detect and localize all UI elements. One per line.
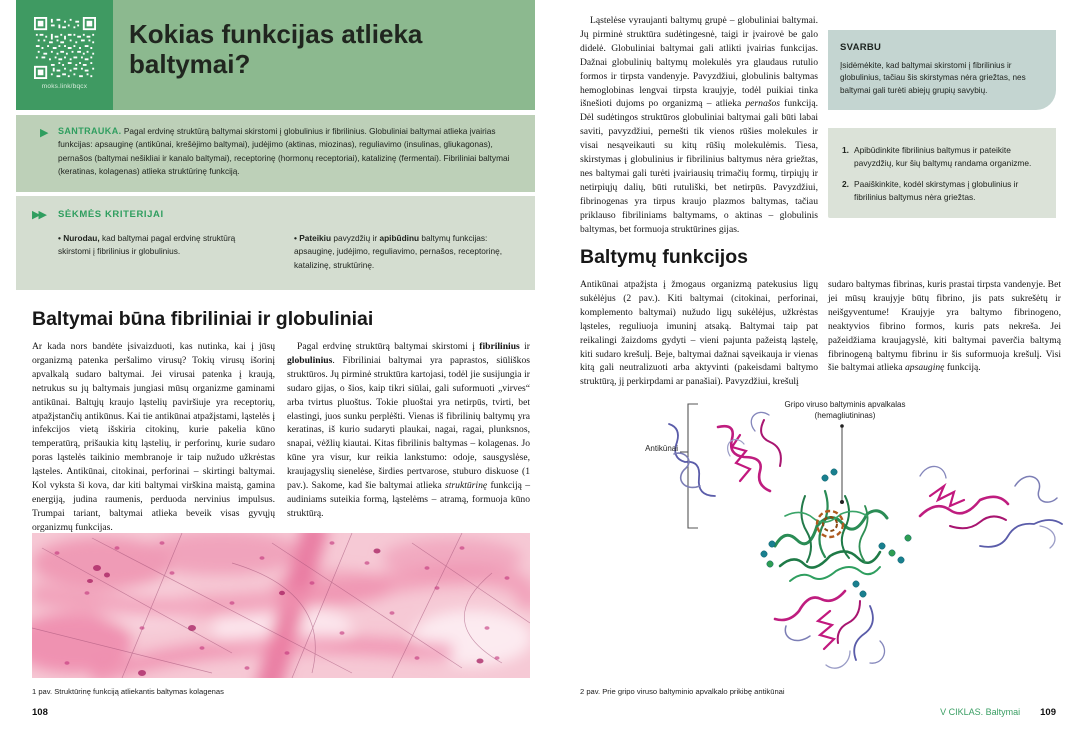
- left-column-2: Pagal erdvinę struktūrą baltymai skirstomi į fibrilinius ir globulinius. Fibriliniai baltymai yra paprastos, siūliškos struktūros. Jų pirminė struktūra kartojasi, todėl jie susijungia ir sudaro gijas, o šios, kaip tikri siūlai, gali suformuoti „virves“ arba tvirtus pluoštus. Tokie pluoštai yra netirpūs, tvirti, bet elastingi, juos sunku perplėšti. Vienas iš fibrilinių baltymų yra keratinas, iš kurio sudaryti plaukai, nagai, ragai, plunksnos, snapai, vėžlių kiautai. Kitas fibrilinis baltymas – kolagenas. Jo kūne yra visur, kur reikia lankstumo: odoje, sausgyslėse, kraujagyslių sienelėse, širdies pertvarose, stuburo diskuose (1 pav.). Sakome, kad šie baltymai atlieka struktūrinę funkciją – audiniams suteikia formą, ląstelėms – atramą, formuoja kūno struktūrą.: [287, 341, 530, 519]
- qr-code-icon: [34, 17, 96, 79]
- page-number-right: 109: [1040, 707, 1056, 718]
- sekmes-bullet-2: • Pateikiu pavyzdžių ir apibūdinu baltymų funkcijas: apsauginę, judėjimo, reguliavimo, pernašos, receptorinę, katalizinę, struktūrinę.: [294, 232, 519, 272]
- svarbu-box: [828, 30, 1056, 110]
- double-arrow-icon: ▶▶: [32, 209, 45, 221]
- footer-section-label: V CIKLAS. Baltymai: [940, 707, 1021, 717]
- left-column-1: Ar kada nors bandėte įsivaizduoti, kas nutinka, kai į jūsų organizmą patenka peršalimo virusų? Tokių virusų išorinį apvalkalą sudaro baltymai. Jei virusai patenka į kraują, netrukus su jų baltymais jungiasi mūsų organizme gaminami antikūnai. Baltųjų kraujo ląstelių paviršiuje yra receptorių, atpažįstančių antikūnus. Kai tie antikūnai atpažįstami, ląstelės į infekcijos vietą išskiria citokinų, kurie pakelia kūno temperatūrą, prišaukia kitų ląstelių, ir perforinų, kurie sudaro poras ląstelės taikinio membranoje ir taip nužudo užkrėstas ląsteles. Antikūnai, citokinai, perforinai – skirtingi baltymai. Kol vyksta ši kova, dar kiti baltymai virškina maistą, gamina energiją, judina raumenis, perduoda nervinius impulsus. Trumpai tariant, baltymai atlieka beveik visas gyvųjų organizmų funkcijas.: [32, 341, 275, 533]
- santrauka-label: SANTRAUKA.: [58, 126, 122, 136]
- collagen-micrograph-image: [32, 533, 530, 678]
- svarbu-text: Įsidėmėkite, kad baltymai skirstomi į fibrilinius ir globulinius, tačiau šis skirstymas nėra griežtas, nes baltymai gali turėti abiejų grupių savybių.: [840, 60, 1026, 96]
- figure2-caption: 2 pav. Prie gripo viruso baltyminio apvalkalo prikibę antikūnai: [580, 687, 785, 696]
- funkcijos-column-1: Antikūnai atpažįsta į žmogaus organizmą patekusius ligų sukėlėjus (2 pav.). Kiti baltymai (citokinai, perforinai, komplemento baltymai) nužudo ligų sukėlėjus, užkrėstas ląsteles, reguliuoja imuninį atsaką. Baltymai taip pat reikalingi žaizdoms gydyti – vieni pajunta pažeistą ląstelę, kiti sudaro krešulį. Beje, baltymai dažnai sąveikauja ir vienas kitą gali neutralizuoti arba aktyvinti (pakeisdami baltymo struktūrą, jį perkirpdami ar panašiai). Pavyzdžiui, krešulį: [580, 279, 818, 388]
- task-item-1: [842, 144, 1042, 170]
- antibodies-label: Antikūnai: [645, 444, 678, 453]
- right-intro-column: Ląstelėse vyraujanti baltymų grupė – globuliniai baltymai. Jų pirminė struktūra sudėtingesnė, taigi ir įvairovė be galo didelė. Globuliniai baltymai gali atlikti įvairias funkcijas. Dažnai globulinių baltymų molekulės yra glaudaus rutulio formos ir tirpsta vandenyje. Pavyzdžiui, globulinis baltymas hemoglobinas lengvai tirpsta kraujyje, todėl puikiai tinka išnešioti dujoms po organizmą – atlieka pernašos funkciją. Dėl sudėtingos struktūros globuliniai baltymai gali būti labai saviti, pavyzdžiui, pernešti tik vienos rūšies molekules ir visai nesąveikauti su kitų rūšių molekulėmis. Tiesa, skirstymas į globulinius ir fibrilinius baltymus nėra griežtas, nes baltymai gali turėti įvairiausių trimačių formų, tirpiųjų ir netirpiųjų dalių, būti rutuliški, bet netirpūs. Pavyzdžiui, fibrinogenas yra tirpus kraujo plazmos baltymas, tačiau priklauso fibriliniams baltymams, o aktinas – globulinis baltymas, bet formuoja struktūrines gijas.: [580, 15, 818, 235]
- sekmes-bullet-1: • Nurodau, kad baltymai pagal erdvinę struktūrą skirstomi į fibrilinius ir globulinius.: [58, 232, 263, 259]
- task-text: Paaiškinkite, kodėl skirstymas į globulinius ir fibrilinius baltymus nėra griežtas.: [854, 179, 1019, 203]
- ribbon-diagram-image: [620, 396, 1065, 681]
- antibody-diagram-figure: [620, 396, 1065, 681]
- task-text: Apibūdinkite fibrilinius baltymus ir pateikite pavyzdžių, kur šių baltymų randama organizme.: [854, 145, 1032, 169]
- right-page-footer: [940, 707, 1056, 718]
- section-heading-funkcijos: Baltymų funkcijos: [580, 246, 748, 268]
- santrauka-text: SANTRAUKA. Pagal erdvinę struktūrą baltymai skirstomi į globulinius ir fibrilinius. Globuliniai baltymai atlieka įvairias funkcijas: apsauginę (antikūnai, krešėjimo baltymai), judėjimo (aktinas, miozinas), reguliavimo (insulinas, gliukagonas), pernašos (baltymai nešikliai ir kanalo baltymai), receptorinę (hormonų receptoriai), katalizinę (fermentai). Fibriliniai baltymai (keratinas, kolagenas) atlieka struktūrinę funkciją.: [58, 126, 510, 176]
- task-item-2: [842, 178, 1042, 204]
- virus-coat-label: Gripo viruso baltyminis apvalkalas (hemagliutininas): [784, 400, 906, 420]
- funkcijos-column-2: sudaro baltymas fibrinas, kuris prastai tirpsta vandenyje. Bet jei mūsų kraujyje būtų fibrino, jis pats sukrešėtų ir neišgyventume! Kraujyje yra baltymo fibrinogeno, neaktyvios fibrino formos, kuris pats nekreša. Jei pažeidžiama kraujagyslė, kiti baltymai paverčia baltymą fibrinogeną baltymu fibrinu ir šis suformuoja krešulį. Visi šie baltymai atlieka apsauginę funkciją.: [828, 279, 1061, 374]
- sekmes-title: SĖKMĖS KRITERIJAI: [58, 209, 164, 220]
- chapter-title: Kokias funkcijas atlieka baltymai?: [129, 19, 423, 79]
- figure1-caption: 1 pav. Struktūrinę funkciją atliekantis baltymas kolagenas: [32, 687, 224, 696]
- svarbu-title: SVARBU: [840, 42, 882, 53]
- task-number: 2.: [842, 179, 849, 190]
- arrow-icon: ▶: [40, 127, 49, 139]
- tasks-box: [828, 128, 1056, 218]
- task-number: 1.: [842, 145, 849, 155]
- section-heading-fibriliniai: Baltymai būna fibriliniai ir globuliniai: [32, 308, 374, 330]
- chapter-header: [113, 0, 535, 110]
- qr-link-label: moks.link/bqcx: [41, 83, 88, 90]
- sekmes-kriterijai-panel: [16, 196, 535, 290]
- santrauka-panel: [16, 115, 535, 192]
- page-number-left: 108: [32, 707, 48, 718]
- qr-block: [16, 0, 113, 110]
